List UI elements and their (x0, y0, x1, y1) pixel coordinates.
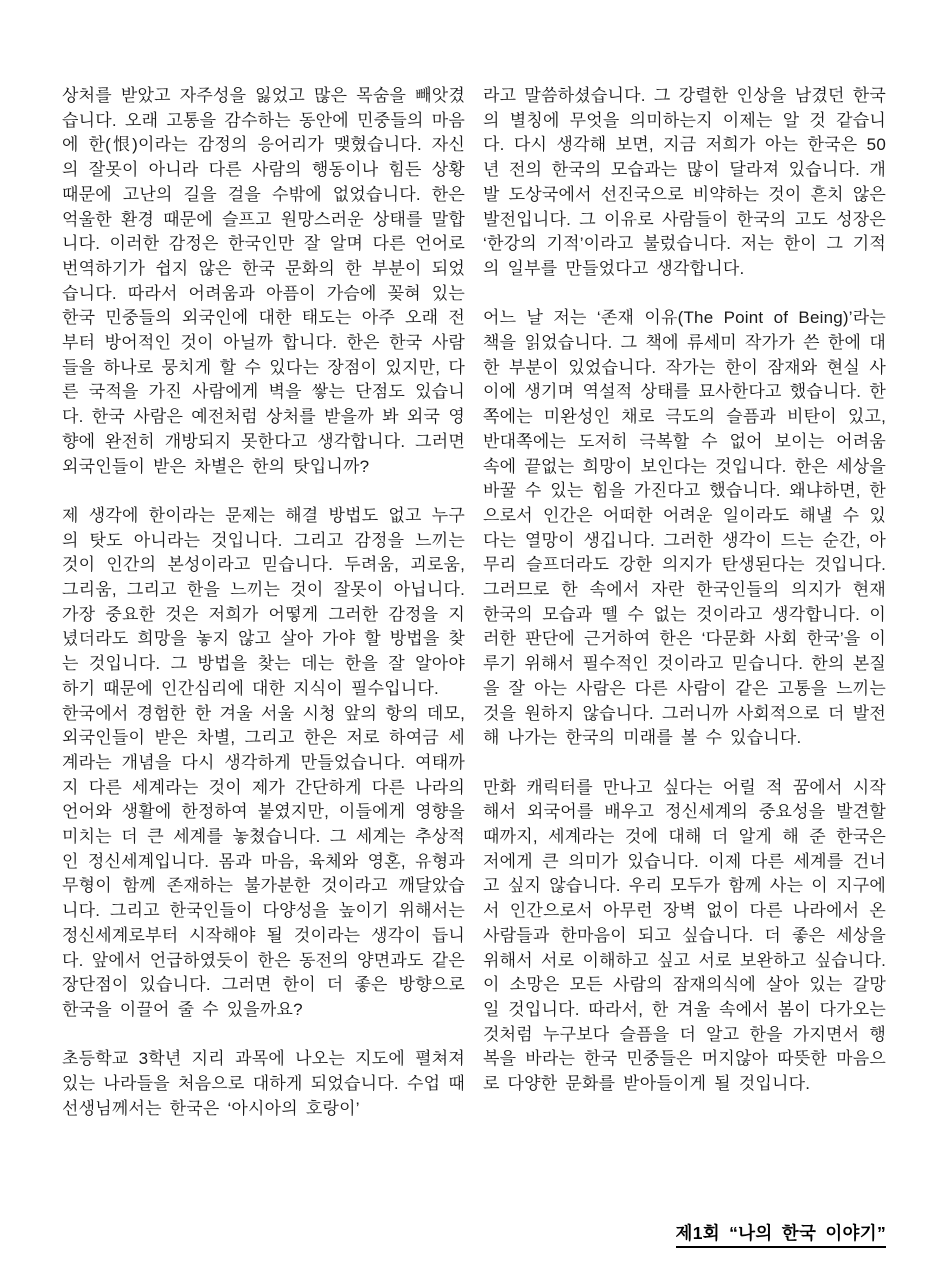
paragraph: 어느 날 저는 ‘존재 이유(The Point of Being)’라는 책을 읽었습니다. 그 책에 류세미 작가가 쓴 한에 대한 부분이 있었습니다. 작가는 한이 잠재와 현실 사이에 생기며 역설적 상태를 묘사한다고 했습니다. 한쪽에는 미완성인 채로 극도의 슬픔과 비탄이 있고, 반대쪽에는 도저히 극복할 수 없어 보이는 어려움 속에 끝없는 희망이 보인다는 것입니다. 한은 세상을 바꿀 수 있는 힘을 가진다고 했습니다. 왜냐하면, 한으로서 인간은 어떠한 어려운 일이라도 해낼 수 있다는 열망이 생깁니다. 그러한 생각이 드는 순간, 아무리 슬프더라도 강한 의지가 탄생된다는 것입니다. 그러므로 한 속에서 자란 한국인들의 의지가 현재 한국의 모습과 뗄 수 없는 것이라고 생각합니다. 이러한 판단에 근거하여 한은 ‘다문화 사회 한국’을 이루기 위해서 필수적인 것이라고 믿습니다. 한의 본질을 잘 아는 사람은 다른 사람이 같은 고통을 느끼는 것을 원하지 않습니다. 그러니까 사회적으로 더 발전해 나가는 한국의 미래를 볼 수 있습니다. (483, 308, 886, 748)
paragraph: 제 생각에 한이라는 문제는 해결 방법도 없고 누구의 탓도 아니라는 것입니다. 그리고 감정을 느끼는 것이 인간의 본성이라고 믿습니다. 두려움, 괴로움, 그리움, 그리고 한을 느끼는 것이 잘못이 아닙니다. 가장 중요한 것은 저희가 어떻게 그러한 감정을 지녔더라도 희망을 놓지 않고 살아 가야 할 방법을 찾는 것입니다. 그 방법을 찾는 데는 한을 잘 알아야 하기 때문에 인간심리에 대한 지식이 필수입니다. (62, 505, 465, 698)
text-column-right (483, 84, 886, 1234)
two-column-text-body (62, 84, 886, 1234)
text-column-left (62, 84, 465, 1234)
paragraph: 만화 캐릭터를 만나고 싶다는 어릴 적 꿈에서 시작해서 외국어를 배우고 정신세계의 중요성을 발견할 때까지, 세계라는 것에 대해 더 알게 해 준 한국은 저에게 큰 의미가 있습니다. 이제 다른 세계를 건너고 싶지 않습니다. 우리 모두가 함께 사는 이 지구에서 인간으로서 아무런 장벽 없이 다른 나라에서 온 사람들과 한마음이 되고 싶습니다. 더 좋은 세상을 위해서 서로 이해하고 싶고 서로 보완하고 싶습니다. 이 소망은 모든 사람의 잠재의식에 살아 있는 갈망일 것입니다. 따라서, 한 겨울 속에서 봄이 다가오는 것처럼 누구보다 슬픔을 더 알고 한을 가지면서 행복을 바라는 한국 민중들은 머지않아 따뜻한 마음으로 다양한 문화를 받아들이게 될 것입니다. (483, 777, 886, 1094)
paragraph: 초등학교 3학년 지리 과목에 나오는 지도에 펼쳐져 있는 나라들을 처음으로 대하게 되었습니다. 수업 때 선생님께서는 한국은 ‘아시아의 호랑이’ (62, 1049, 465, 1118)
contest-title: 제1회 “나의 한국 이야기” (676, 1223, 886, 1248)
page-footer (676, 1220, 886, 1245)
paragraph: 한국에서 경험한 한 겨울 서울 시청 앞의 항의 데모, 외국인들이 받은 차별, 그리고 한은 저로 하여금 세계라는 개념을 다시 생각하게 만들었습니다. 여태까지 다른 세계라는 것이 제가 간단하게 다른 나라의 언어와 생활에 한정하여 붙였지만, 이들에게 영향을 미치는 더 큰 세계를 놓쳤습니다. 그 세계는 추상적인 정신세계입니다. 몸과 마음, 육체와 영혼, 유형과 무형이 함께 존재하는 불가분한 것이라고 깨달았습니다. 그리고 한국인들이 다양성을 높이기 위해서는 정신세계로부터 시작해야 될 것이라는 생각이 듭니다. 앞에서 언급하였듯이 한은 동전의 양면과도 같은 장단점이 있습니다. 그러면 한이 더 좋은 방향으로 한국을 이끌어 줄 수 있을까요? (62, 703, 465, 1019)
paragraph: 라고 말씀하셨습니다. 그 강렬한 인상을 남겼던 한국의 별칭에 무엇을 의미하는지 이제는 알 것 같습니다. 다시 생각해 보면, 지금 저희가 아는 한국은 50년 전의 한국의 모습과는 많이 달라져 있습니다. 개발 도상국에서 선진국으로 비약하는 것이 흔치 않은 발전입니다. 그 이유로 사람들이 한국의 고도 성장은 ‘한강의 기적’이라고 불렀습니다. 저는 한이 그 기적의 일부를 만들었다고 생각합니다. (483, 86, 886, 278)
paragraph: 상처를 받았고 자주성을 잃었고 많은 목숨을 빼앗겼습니다. 오래 고통을 감수하는 동안에 민중들의 마음에 한(恨)이라는 감정의 응어리가 맺혔습니다. 자신의 잘못이 아니라 다른 사람의 행동이나 힘든 상황 때문에 고난의 길을 걸을 수밖에 없었습니다. 한은 억울한 환경 때문에 슬프고 원망스러운 상태를 말합니다. 이러한 감정은 한국인만 잘 알며 다른 언어로 번역하기가 쉽지 않은 한국 문화의 한 부분이 되었습니다. 따라서 어려움과 아픔이 가슴에 꽂혀 있는 한국 민중들의 외국인에 대한 태도는 아주 오래 전부터 방어적인 것이 아닐까 합니다. 한은 한국 사람들을 하나로 뭉치게 할 수 있다는 장점이 있지만, 다른 국적을 가진 사람에게 벽을 쌓는 단점도 있습니다. 한국 사람은 예전처럼 상처를 받을까 봐 외국 영향에 완전히 개방되지 못한다고 생각합니다. 그러면 외국인들이 받은 차별은 한의 탓입니까? (62, 86, 465, 476)
